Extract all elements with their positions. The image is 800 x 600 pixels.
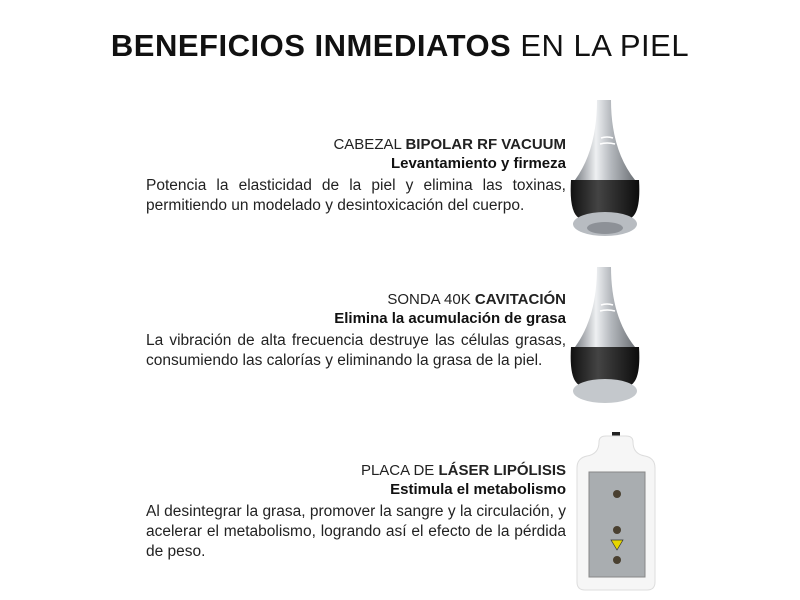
feature-subtitle: Levantamiento y firmeza xyxy=(390,155,566,172)
title-bold: BENEFICIOS INMEDIATOS xyxy=(110,28,512,63)
feature-description: Potencia la elasticidad de la piel y elimina las toxinas, permitiendo un modelado y desintoxicación del cuerpo. xyxy=(146,177,566,214)
feature-name xyxy=(146,461,566,480)
feature-subtitle: Estimula el metabolismo xyxy=(390,481,566,498)
feature-description: Al desintegrar la grasa, promover la sangre y la circulación, y acelerar el metabolismo, logrando así el efecto de la pérdida de peso. xyxy=(146,503,566,560)
feature-name xyxy=(146,290,566,309)
feature-description: La vibración de alta frecuencia destruye las células grasas, consumiendo las calorías y eliminando la grasa de la piel. xyxy=(146,332,566,369)
feature-subtitle: Elimina la acumulación de grasa xyxy=(334,310,566,327)
feature-cavitation xyxy=(146,290,566,371)
rf-vacuum-head-image xyxy=(565,100,645,248)
name-bold: CAVITACIÓN xyxy=(474,291,566,308)
name-bold: BIPOLAR RF VACUUM xyxy=(405,136,566,153)
name-regular: CABEZAL xyxy=(333,136,402,153)
laser-lipolysis-plate-image xyxy=(573,432,659,592)
feature-name xyxy=(146,135,566,154)
name-bold: LÁSER LIPÓLISIS xyxy=(438,462,566,479)
cavitation-probe-image xyxy=(565,267,645,412)
title-regular: EN LA PIEL xyxy=(520,28,690,63)
page-title xyxy=(0,28,800,64)
feature-laser xyxy=(146,461,566,562)
name-regular: SONDA 40K xyxy=(387,291,471,308)
name-regular: PLACA DE xyxy=(360,462,435,479)
feature-rf-vacuum xyxy=(146,135,566,216)
